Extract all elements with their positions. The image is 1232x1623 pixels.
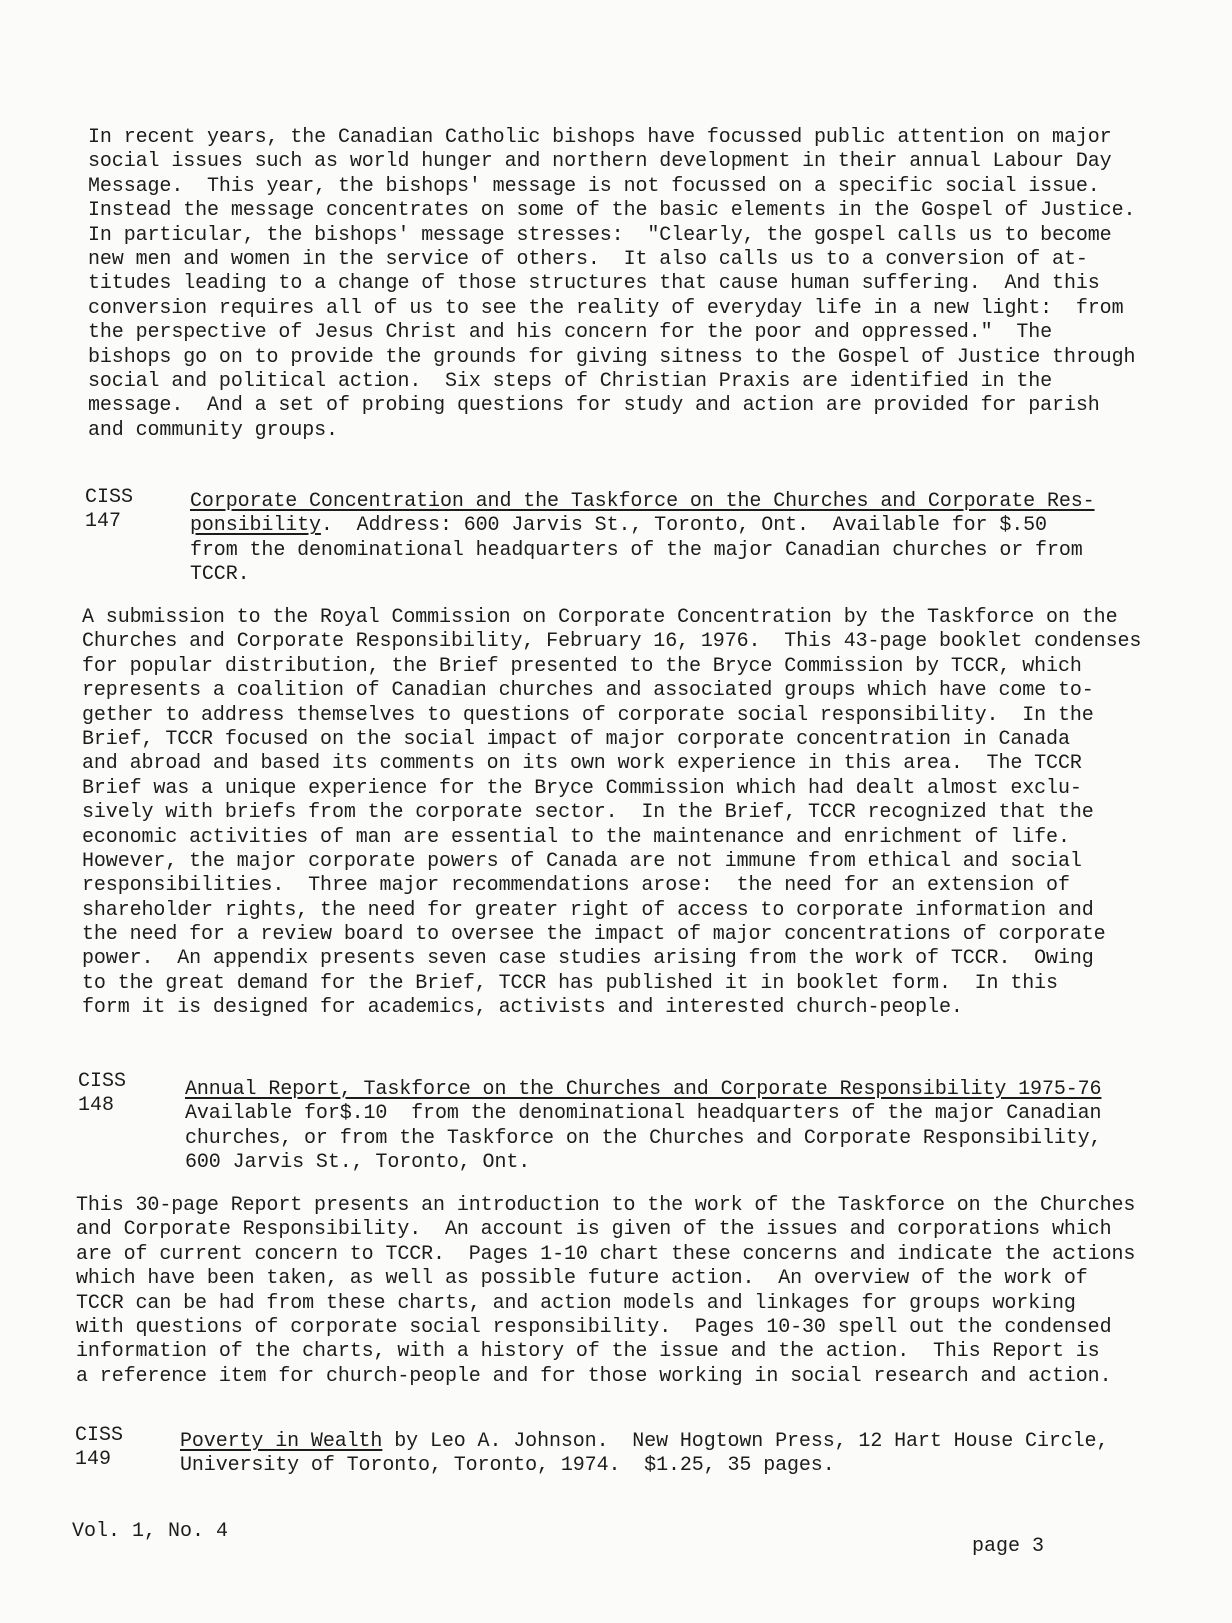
text-line: gether to address themselves to questions of corporate social responsibility. In the bbox=[82, 703, 1094, 727]
entry-149-label bbox=[75, 1424, 123, 1473]
text-line: This 30-page Report presents an introduction to the work of the Taskforce on the Churches bbox=[76, 1194, 1136, 1217]
citation-line bbox=[185, 1127, 1101, 1151]
entry-147-description bbox=[82, 606, 1141, 1021]
text-line: In recent years, the Canadian Catholic bishops have focussed public attention on major bbox=[88, 126, 1112, 149]
citation-line bbox=[190, 539, 1095, 563]
text-line: a reference item for church-people and for those working in social research and action. bbox=[76, 1364, 1112, 1388]
citation-title: Corporate Concentration and the Taskforce on the Churches and Corporate Res- bbox=[190, 490, 1095, 513]
text-line: new men and women in the service of others. It also calls us to a conversion of at- bbox=[88, 247, 1088, 271]
entry-149-citation bbox=[180, 1430, 1108, 1479]
entry-label-line: CISS bbox=[75, 1424, 124, 1447]
text-line: Message. This year, the bishops' message is not focussed on a specific social issue. bbox=[88, 174, 1100, 198]
text-line: with questions of corporate social responsibility. Pages 10-30 spell out the condensed bbox=[76, 1315, 1112, 1339]
text-line: responsibilities. Three major recommendations arose: the need for an extension of bbox=[82, 874, 1070, 898]
citation-line bbox=[190, 490, 1095, 514]
text-line: represents a coalition of Canadian churches and associated groups which have come to- bbox=[82, 679, 1094, 703]
footer-page-number: page 3 bbox=[972, 1535, 1045, 1558]
text-line: Brief was a unique experience for the Bryce Commission which had dealt almost exclu- bbox=[82, 776, 1082, 800]
text-line: which have been taken, as well as possible future action. An overview of the work of bbox=[76, 1267, 1088, 1291]
entry-label-line: CISS bbox=[85, 486, 134, 509]
text-line: for popular distribution, the Brief presented to the Bryce Commission by TCCR, which bbox=[82, 654, 1082, 678]
footer-volume: Vol. 1, No. 4 bbox=[72, 1520, 229, 1543]
citation-line bbox=[180, 1430, 1108, 1454]
entry-147-label bbox=[85, 486, 133, 535]
text-line: Instead the message concentrates on some of the basic elements in the Gospel of Justice. bbox=[88, 199, 1136, 223]
text-line: However, the major corporate powers of Canada are not immune from ethical and social bbox=[82, 849, 1082, 873]
citation-title: Annual Report, Taskforce on the Churches and Corporate Responsibility 1975-76 bbox=[185, 1078, 1102, 1101]
entry-label-line: 147 bbox=[85, 510, 122, 534]
text-line: TCCR can be had from these charts, and action models and linkages for groups working bbox=[76, 1291, 1076, 1315]
citation-text: by Leo A. Johnson. New Hogtown Press, 12 Hart House Circle, bbox=[382, 1430, 1109, 1453]
text-line: to the great demand for the Brief, TCCR has published it in booklet form. In this bbox=[82, 971, 1058, 995]
text-line: Churches and Corporate Responsibility, February 16, 1976. This 43-page booklet condenses bbox=[82, 630, 1142, 654]
citation-line bbox=[180, 1454, 1108, 1478]
text-line: form it is designed for academics, activists and interested church-people. bbox=[82, 996, 963, 1020]
citation-text: . Address: 600 Jarvis St., Toronto, Ont. Available for $.50 bbox=[320, 514, 1047, 538]
citation-line bbox=[185, 1151, 1101, 1175]
entry-147-citation bbox=[190, 490, 1095, 588]
text-line: the need for a review board to oversee the impact of major concentrations of corporate bbox=[82, 923, 1106, 947]
text-line: titudes leading to a change of those structures that cause human suffering. And this bbox=[88, 272, 1100, 296]
text-line: Brief, TCCR focused on the social impact of major corporate concentration in Canada bbox=[82, 727, 1070, 751]
entry-label-line: CISS bbox=[78, 1070, 127, 1093]
citation-line bbox=[190, 514, 1095, 538]
entry-label-line: 149 bbox=[75, 1448, 112, 1472]
entry-148-description bbox=[76, 1194, 1135, 1389]
entry-label-line: 148 bbox=[78, 1094, 115, 1118]
citation-line bbox=[185, 1078, 1101, 1102]
text-line: social and political action. Six steps of Christian Praxis are identified in the bbox=[88, 369, 1053, 393]
text-line: bishops go on to provide the grounds for giving sitness to the Gospel of Justice through bbox=[88, 345, 1136, 369]
text-line: economic activities of man are essential to the maintenance and enrichment of life. bbox=[82, 825, 1070, 849]
text-line: information of the charts, with a history of the issue and the action. This Report is bbox=[76, 1340, 1100, 1364]
text-line: and community groups. bbox=[88, 418, 338, 442]
citation-text: 600 Jarvis St., Toronto, Ont. bbox=[185, 1151, 531, 1175]
text-line: message. And a set of probing questions for study and action are provided for parish bbox=[88, 394, 1100, 418]
citation-text: TCCR. bbox=[190, 563, 250, 587]
text-line: the perspective of Jesus Christ and his concern for the poor and oppressed." The bbox=[88, 321, 1053, 345]
text-line: social issues such as world hunger and northern development in their annual Labour Day bbox=[88, 150, 1112, 174]
citation-title: Poverty in Wealth bbox=[180, 1430, 383, 1453]
text-line: and Corporate Responsibility. An account is given of the issues and corporations which bbox=[76, 1218, 1112, 1242]
text-line: are of current concern to TCCR. Pages 1-10 chart these concerns and indicate the actions bbox=[76, 1242, 1136, 1266]
entry-148-citation bbox=[185, 1078, 1101, 1176]
citation-text: from the denominational headquarters of the major Canadian churches or from bbox=[190, 538, 1083, 562]
text-line: and abroad and based its comments on its own work experience in this area. The TCCR bbox=[82, 752, 1082, 776]
citation-text: University of Toronto, Toronto, 1974. $1.25, 35 pages. bbox=[180, 1454, 835, 1478]
text-line: shareholder rights, the need for greater right of access to corporate information and bbox=[82, 898, 1094, 922]
text-line: A submission to the Royal Commission on Corporate Concentration by the Taskforce on the bbox=[82, 606, 1118, 629]
citation-line bbox=[190, 563, 1095, 587]
citation-text: Available for$.10 from the denominational headquarters of the major Canadian bbox=[185, 1102, 1102, 1126]
intro-paragraph bbox=[88, 126, 1135, 443]
text-line: sively with briefs from the corporate sector. In the Brief, TCCR recognized that the bbox=[82, 801, 1094, 825]
text-line: In particular, the bishops' message stresses: "Clearly, the gospel calls us to become bbox=[88, 223, 1112, 247]
citation-title: ponsibility bbox=[190, 514, 321, 538]
text-line: conversion requires all of us to see the reality of everyday life in a new light: from bbox=[88, 296, 1124, 320]
entry-148-label bbox=[78, 1070, 126, 1119]
citation-text: churches, or from the Taskforce on the Churches and Corporate Responsibility, bbox=[185, 1126, 1102, 1150]
text-line: power. An appendix presents seven case studies arising from the work of TCCR. Owing bbox=[82, 947, 1094, 971]
citation-line bbox=[185, 1102, 1101, 1126]
